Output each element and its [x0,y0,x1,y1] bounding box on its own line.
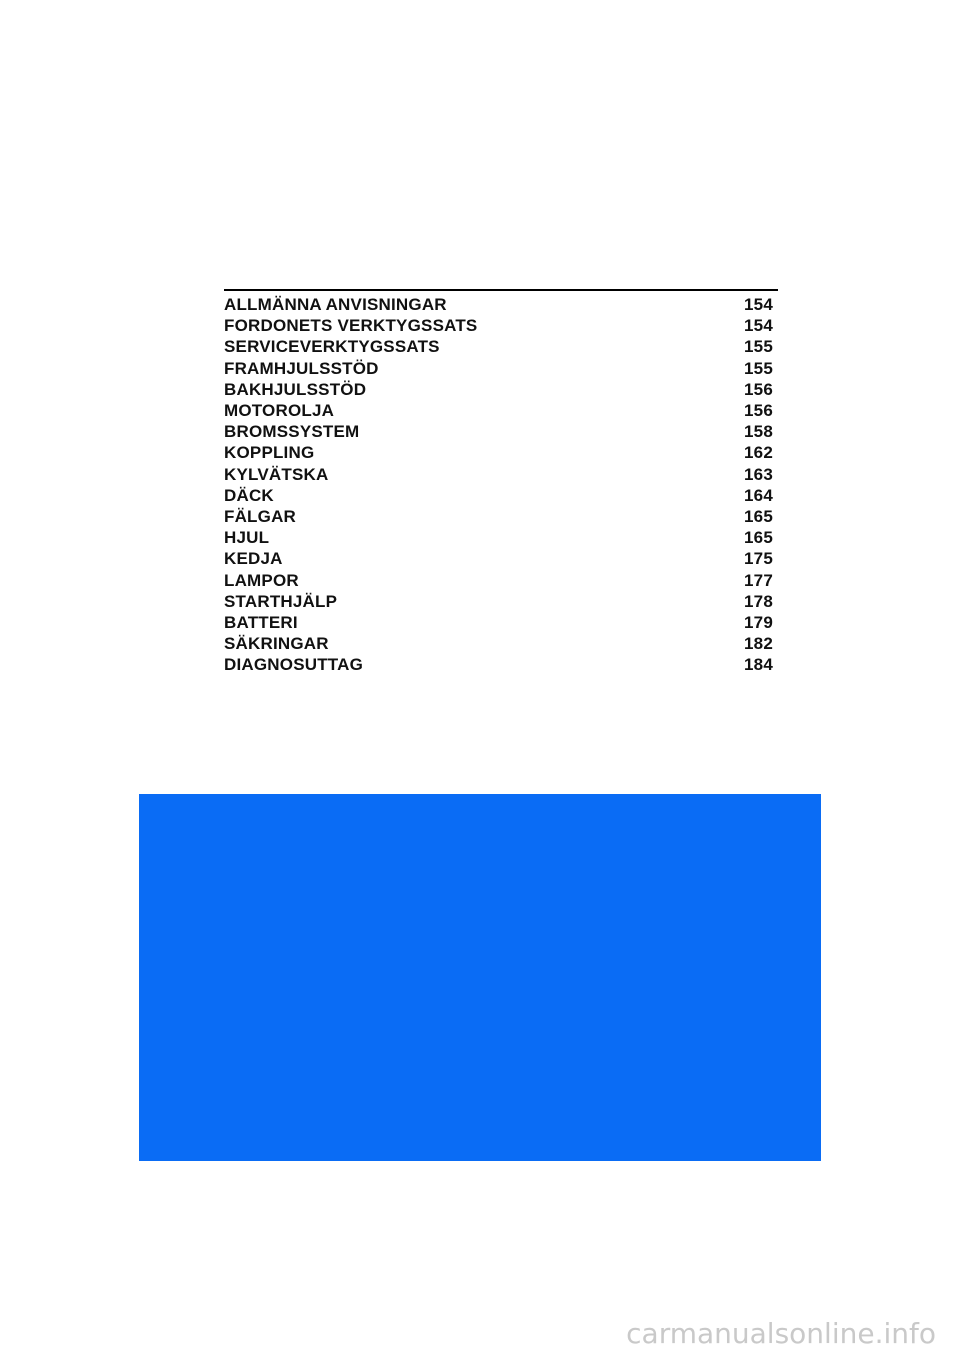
toc-entry[interactable] [224,527,778,548]
toc-entry-page: 158 [744,422,773,442]
toc-entry[interactable] [224,442,778,463]
chapter-color-block [139,794,821,1161]
toc-entry[interactable] [224,379,778,400]
toc-entry[interactable] [224,612,778,633]
toc-entry-title: BAKHJULSSTÖD [224,379,367,399]
toc-entry-page: 179 [744,612,773,632]
toc-entry[interactable] [224,400,778,421]
toc-entry-page: 163 [744,464,773,484]
table-of-contents [224,289,778,675]
toc-entry-page: 154 [744,295,773,315]
toc-entry-page: 155 [744,337,773,357]
toc-entry-title: ALLMÄNNA ANVISNINGAR [224,295,447,315]
toc-entry-title: BROMSSYSTEM [224,422,360,442]
toc-entry-page: 182 [744,634,773,654]
toc-entry-title: DIAGNOSUTTAG [224,655,364,675]
toc-entry[interactable] [224,548,778,569]
toc-entry-title: KYLVÄTSKA [224,464,329,484]
toc-entry-title: SERVICEVERKTYGSSATS [224,337,440,357]
toc-entry[interactable] [224,506,778,527]
toc-entries [224,294,778,675]
toc-entry[interactable] [224,336,778,357]
toc-entry-title: FRAMHJULSSTÖD [224,358,379,378]
toc-entry-page: 156 [744,401,773,421]
toc-top-rule [224,289,778,291]
toc-entry-title: HJUL [224,528,270,548]
toc-entry-title: STARTHJÄLP [224,591,338,611]
toc-entry-page: 165 [744,528,773,548]
toc-entry-title: DÄCK [224,485,274,505]
toc-entry-page: 156 [744,379,773,399]
toc-entry-page: 164 [744,485,773,505]
toc-entry[interactable] [224,569,778,590]
toc-entry-title: BATTERI [224,612,298,632]
toc-entry-page: 155 [744,358,773,378]
toc-entry-title: FÄLGAR [224,506,297,526]
toc-entry[interactable] [224,315,778,336]
toc-entry-page: 175 [744,549,773,569]
toc-entry-page: 162 [744,443,773,463]
toc-entry[interactable] [224,358,778,379]
toc-entry[interactable] [224,591,778,612]
toc-entry-page: 165 [744,506,773,526]
toc-entry-title: LAMPOR [224,570,299,590]
toc-entry[interactable] [224,654,778,675]
toc-entry[interactable] [224,485,778,506]
toc-entry[interactable] [224,464,778,485]
toc-entry[interactable] [224,294,778,315]
toc-entry-page: 184 [744,655,773,675]
toc-entry[interactable] [224,421,778,442]
toc-entry-page: 177 [744,570,773,590]
toc-entry-page: 178 [744,591,773,611]
toc-entry[interactable] [224,633,778,654]
toc-entry-title: KEDJA [224,549,283,569]
toc-entry-page: 154 [744,316,773,336]
toc-entry-title: KOPPLING [224,443,315,463]
toc-entry-title: SÄKRINGAR [224,634,329,654]
watermark: carmanualsonline.info [626,1317,936,1350]
toc-entry-title: MOTOROLJA [224,401,335,421]
toc-entry-title: FORDONETS VERKTYGSSATS [224,316,478,336]
